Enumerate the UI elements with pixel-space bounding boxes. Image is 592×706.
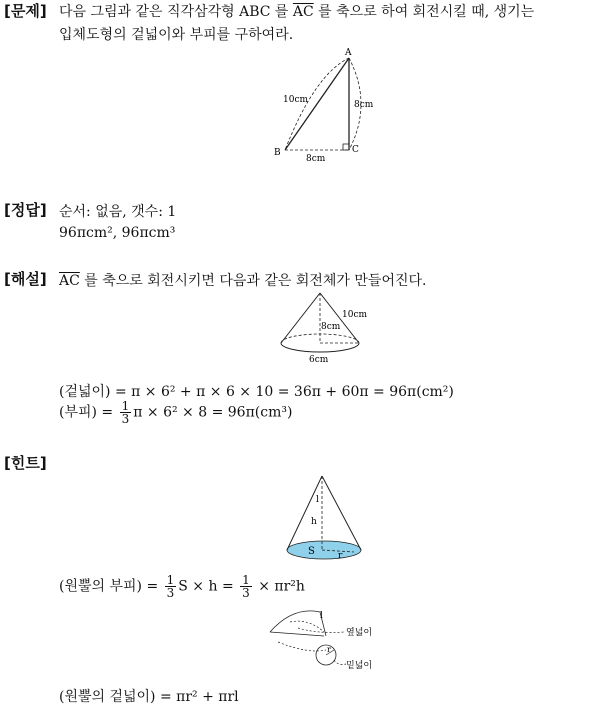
explanation-eq-2-pre: (부피) = — [59, 404, 118, 421]
one-third-fraction — [120, 400, 132, 425]
vertex-a-label: A — [345, 48, 352, 58]
answer-tag: [정답] — [4, 201, 47, 219]
problem-line-2: 입체도형의 겉넓이와 부피를 구하여라. — [59, 27, 294, 43]
vertex-c-label: C — [352, 145, 359, 155]
net-radius-label: r — [327, 645, 331, 654]
hint-fraction-1 — [165, 574, 177, 599]
fraction-denominator: 3 — [121, 412, 130, 426]
hint-fraction-1-den: 3 — [166, 586, 175, 600]
segment-ac: $\overline{AC}$ — [292, 4, 314, 20]
base-label: 8cm — [306, 154, 326, 164]
slant-label: 10cm — [342, 310, 368, 320]
explanation-eq-2-post: π × 6² × 8 = 96π(cm³) — [133, 404, 293, 421]
explanation-eq-1: (겉넓이) = π × 6² + π × 6 × 10 = 36π + 60π = 96π(cm²) — [59, 384, 454, 400]
segment-ac-2: $\overline{AC}$ — [59, 273, 80, 289]
hint-eq-2: (원뿔의 겉넓이) = πr² + πrl — [59, 689, 239, 705]
hint-base-area-label: S — [308, 546, 315, 557]
cone-figure — [275, 290, 375, 366]
vertex-b-label: B — [274, 148, 281, 158]
explanation-tag: [해설] — [4, 270, 47, 288]
fraction-numerator: 1 — [121, 399, 130, 413]
answer-line-2: 96πcm², 96πcm³ — [59, 225, 176, 241]
net-slant-label: l — [320, 611, 323, 621]
hint-eq-1-pre: (원뿔의 부피) = — [59, 578, 163, 595]
cone-area-figure — [284, 472, 364, 562]
lateral-area-label: 옆넓이 — [346, 628, 373, 638]
base-area-label: 밑넓이 — [346, 661, 373, 671]
problem-tag: [문제] — [4, 2, 47, 20]
hint-radius-label: r — [338, 551, 343, 561]
problem-line-1-post: 를 축으로 하여 회전시킬 때, 생기는 — [313, 4, 535, 20]
explanation-line-1-post: 를 축으로 회전시키면 다음과 같은 회전체가 만들어진다. — [79, 273, 427, 289]
hypotenuse-label: 10cm — [283, 95, 309, 105]
hint-slant-label: l — [316, 495, 319, 505]
explanation-line-1 — [59, 270, 426, 290]
cone-base-label: 6cm — [309, 355, 329, 365]
answer-line-1: 순서: 없음, 갯수: 1 — [59, 204, 177, 220]
problem-line-1 — [59, 1, 534, 21]
explanation-eq-2 — [59, 400, 292, 425]
hint-fraction-2-den: 3 — [242, 586, 250, 600]
hint-eq-1 — [59, 574, 305, 599]
hint-height-label: h — [311, 517, 317, 527]
hint-fraction-1-num: 1 — [166, 573, 175, 587]
hint-tag: [힌트] — [4, 454, 47, 472]
cone-height-label: 8cm — [321, 322, 341, 332]
triangle-figure — [265, 44, 385, 166]
hint-eq-1-post: × πr²h — [253, 578, 305, 595]
hint-fraction-2 — [240, 574, 252, 599]
hint-eq-1-mid: S × h = — [178, 578, 239, 595]
height-label: 8cm — [354, 100, 374, 110]
problem-line-1-pre: 다음 그림과 같은 직각삼각형 ABC 를 — [59, 4, 293, 20]
hint-fraction-2-num: 1 — [242, 573, 250, 587]
cone-net-figure — [268, 606, 380, 674]
